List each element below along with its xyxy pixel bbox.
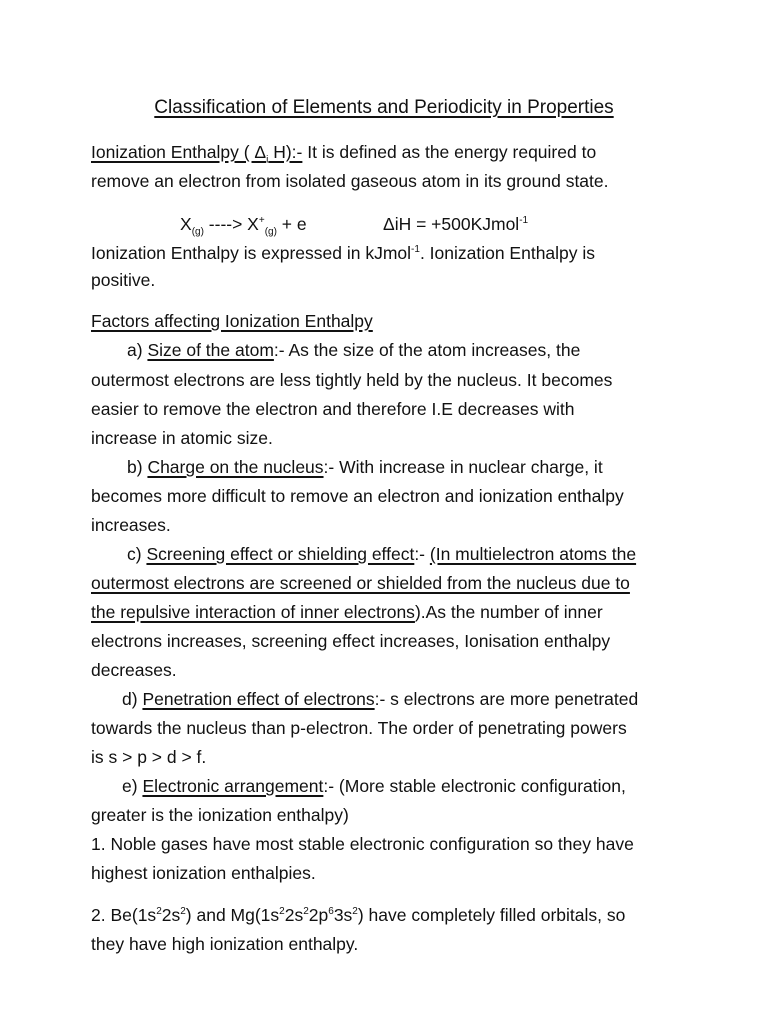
p2-s3: 2 — [279, 906, 285, 918]
p2-s1: 2 — [156, 906, 162, 918]
p2-b: 2s — [161, 905, 181, 925]
eq-x: X — [180, 214, 192, 234]
factor-c-line-1 — [127, 543, 636, 565]
factor-a-line-1 — [127, 339, 580, 361]
expressed-sup: -1 — [411, 244, 420, 256]
factor-c-line-4: electrons increases, screening effect increases, Ionisation enthalpy — [91, 631, 611, 651]
factor-e-label: e) — [122, 776, 143, 796]
expressed-line-2: positive. — [91, 270, 156, 290]
factor-b-line-1 — [127, 456, 603, 478]
point-1-line-2: highest ionization enthalpies. — [91, 863, 316, 883]
factor-e-heading: Electronic arrangement — [142, 776, 324, 796]
expressed-text-b: . Ionization Enthalpy is — [419, 243, 596, 263]
p2-s4: 2 — [303, 906, 309, 918]
p2-a: 2. Be(1s — [91, 905, 157, 925]
point-2-line-1 — [91, 904, 625, 926]
factor-d-line-3: is s > p > d > f. — [91, 747, 207, 767]
enthalpy-value — [383, 213, 528, 235]
factor-a-line-4: increase in atomic size. — [91, 428, 273, 448]
factor-c-label: c) — [127, 544, 147, 564]
factor-c-line-2: outermost electrons are screened or shielded from the nucleus due to — [91, 573, 630, 593]
factor-d-label: d) — [122, 689, 143, 709]
factor-a-line-3: easier to remove the electron and therefore I.E decreases with — [91, 399, 575, 419]
eq-arrow: ----> X — [203, 214, 259, 234]
factor-d-line-2: towards the nucleus than p-electron. The order of penetrating powers — [91, 718, 627, 738]
point-1-line-1: 1. Noble gases have most stable electronic configuration so they have — [91, 834, 634, 854]
factor-b-line-3: increases. — [91, 515, 171, 535]
factor-b-label: b) — [127, 457, 148, 477]
factor-c-text-1: :- — [414, 544, 430, 564]
reaction-equation — [180, 213, 307, 238]
p2-s2: 2 — [180, 906, 186, 918]
ie-heading-sub: i — [266, 154, 269, 166]
point-2-line-2: they have high ionization enthalpy. — [91, 934, 359, 954]
eq-dh: ΔiH = +500KJmol — [383, 214, 520, 234]
ie-heading-end: H):- — [268, 142, 303, 162]
factor-c-underlined-3: the repulsive interaction of inner electrons — [91, 602, 415, 622]
factor-c-heading: Screening effect or shielding effect — [146, 544, 415, 564]
p2-f: 3s — [333, 905, 353, 925]
p2-d: 2s — [284, 905, 304, 925]
factor-b-heading: Charge on the nucleus — [147, 457, 324, 477]
eq-g1: (g) — [191, 226, 204, 238]
factor-e-line-2: greater is the ionization enthalpy) — [91, 805, 349, 825]
factor-d-line-1 — [122, 688, 638, 710]
p2-e: 2p — [308, 905, 329, 925]
factor-a-heading: Size of the atom — [147, 340, 274, 360]
p2-c: ) and Mg(1s — [185, 905, 280, 925]
factor-a-line-2: outermost electrons are less tightly held by the nucleus. It becomes — [91, 370, 613, 390]
p2-g: ) have completely filled orbitals, so — [357, 905, 626, 925]
factor-a-text-1: :- As the size of the atom increases, the — [273, 340, 581, 360]
p2-s5: 6 — [328, 906, 334, 918]
ie-heading — [91, 142, 303, 166]
eq-electron: + e — [276, 214, 307, 234]
ie-definition-line-2: remove an electron from isolated gaseous atom in its ground state. — [91, 171, 609, 191]
eq-g2: (g) — [264, 226, 277, 238]
factor-c-line-5: decreases. — [91, 660, 177, 680]
expressed-text-a: Ionization Enthalpy is expressed in kJmol — [91, 243, 412, 263]
factor-c-underlined-1: (In multielectron atoms the — [429, 544, 637, 564]
factor-b-text-1: :- With increase in nuclear charge, it — [323, 457, 603, 477]
factors-heading: Factors affecting Ionization Enthalpy — [91, 311, 373, 331]
factor-b-line-2: becomes more difficult to remove an electron and ionization enthalpy — [91, 486, 624, 506]
eq-plus: + — [258, 215, 265, 227]
expressed-line-1 — [91, 242, 595, 264]
factor-e-text-1: :- (More stable electronic configuration, — [323, 776, 626, 796]
factor-d-heading: Penetration effect of electrons — [142, 689, 375, 709]
page-title: Classification of Elements and Periodicity in Properties — [154, 97, 614, 118]
eq-exp: -1 — [519, 215, 529, 227]
p2-s6: 2 — [352, 906, 358, 918]
ie-definition-text-1: It is defined as the energy required to — [302, 142, 597, 162]
ie-definition-line-1 — [91, 141, 597, 166]
factor-c-text-3: ).As the number of inner — [414, 602, 603, 622]
ie-heading-text: Ionization Enthalpy ( Δ — [91, 142, 267, 162]
factor-a-label: a) — [127, 340, 148, 360]
factor-d-text-1: :- s electrons are more penetrated — [374, 689, 639, 709]
factor-e-line-1 — [122, 775, 626, 797]
factor-c-line-3 — [91, 601, 603, 623]
